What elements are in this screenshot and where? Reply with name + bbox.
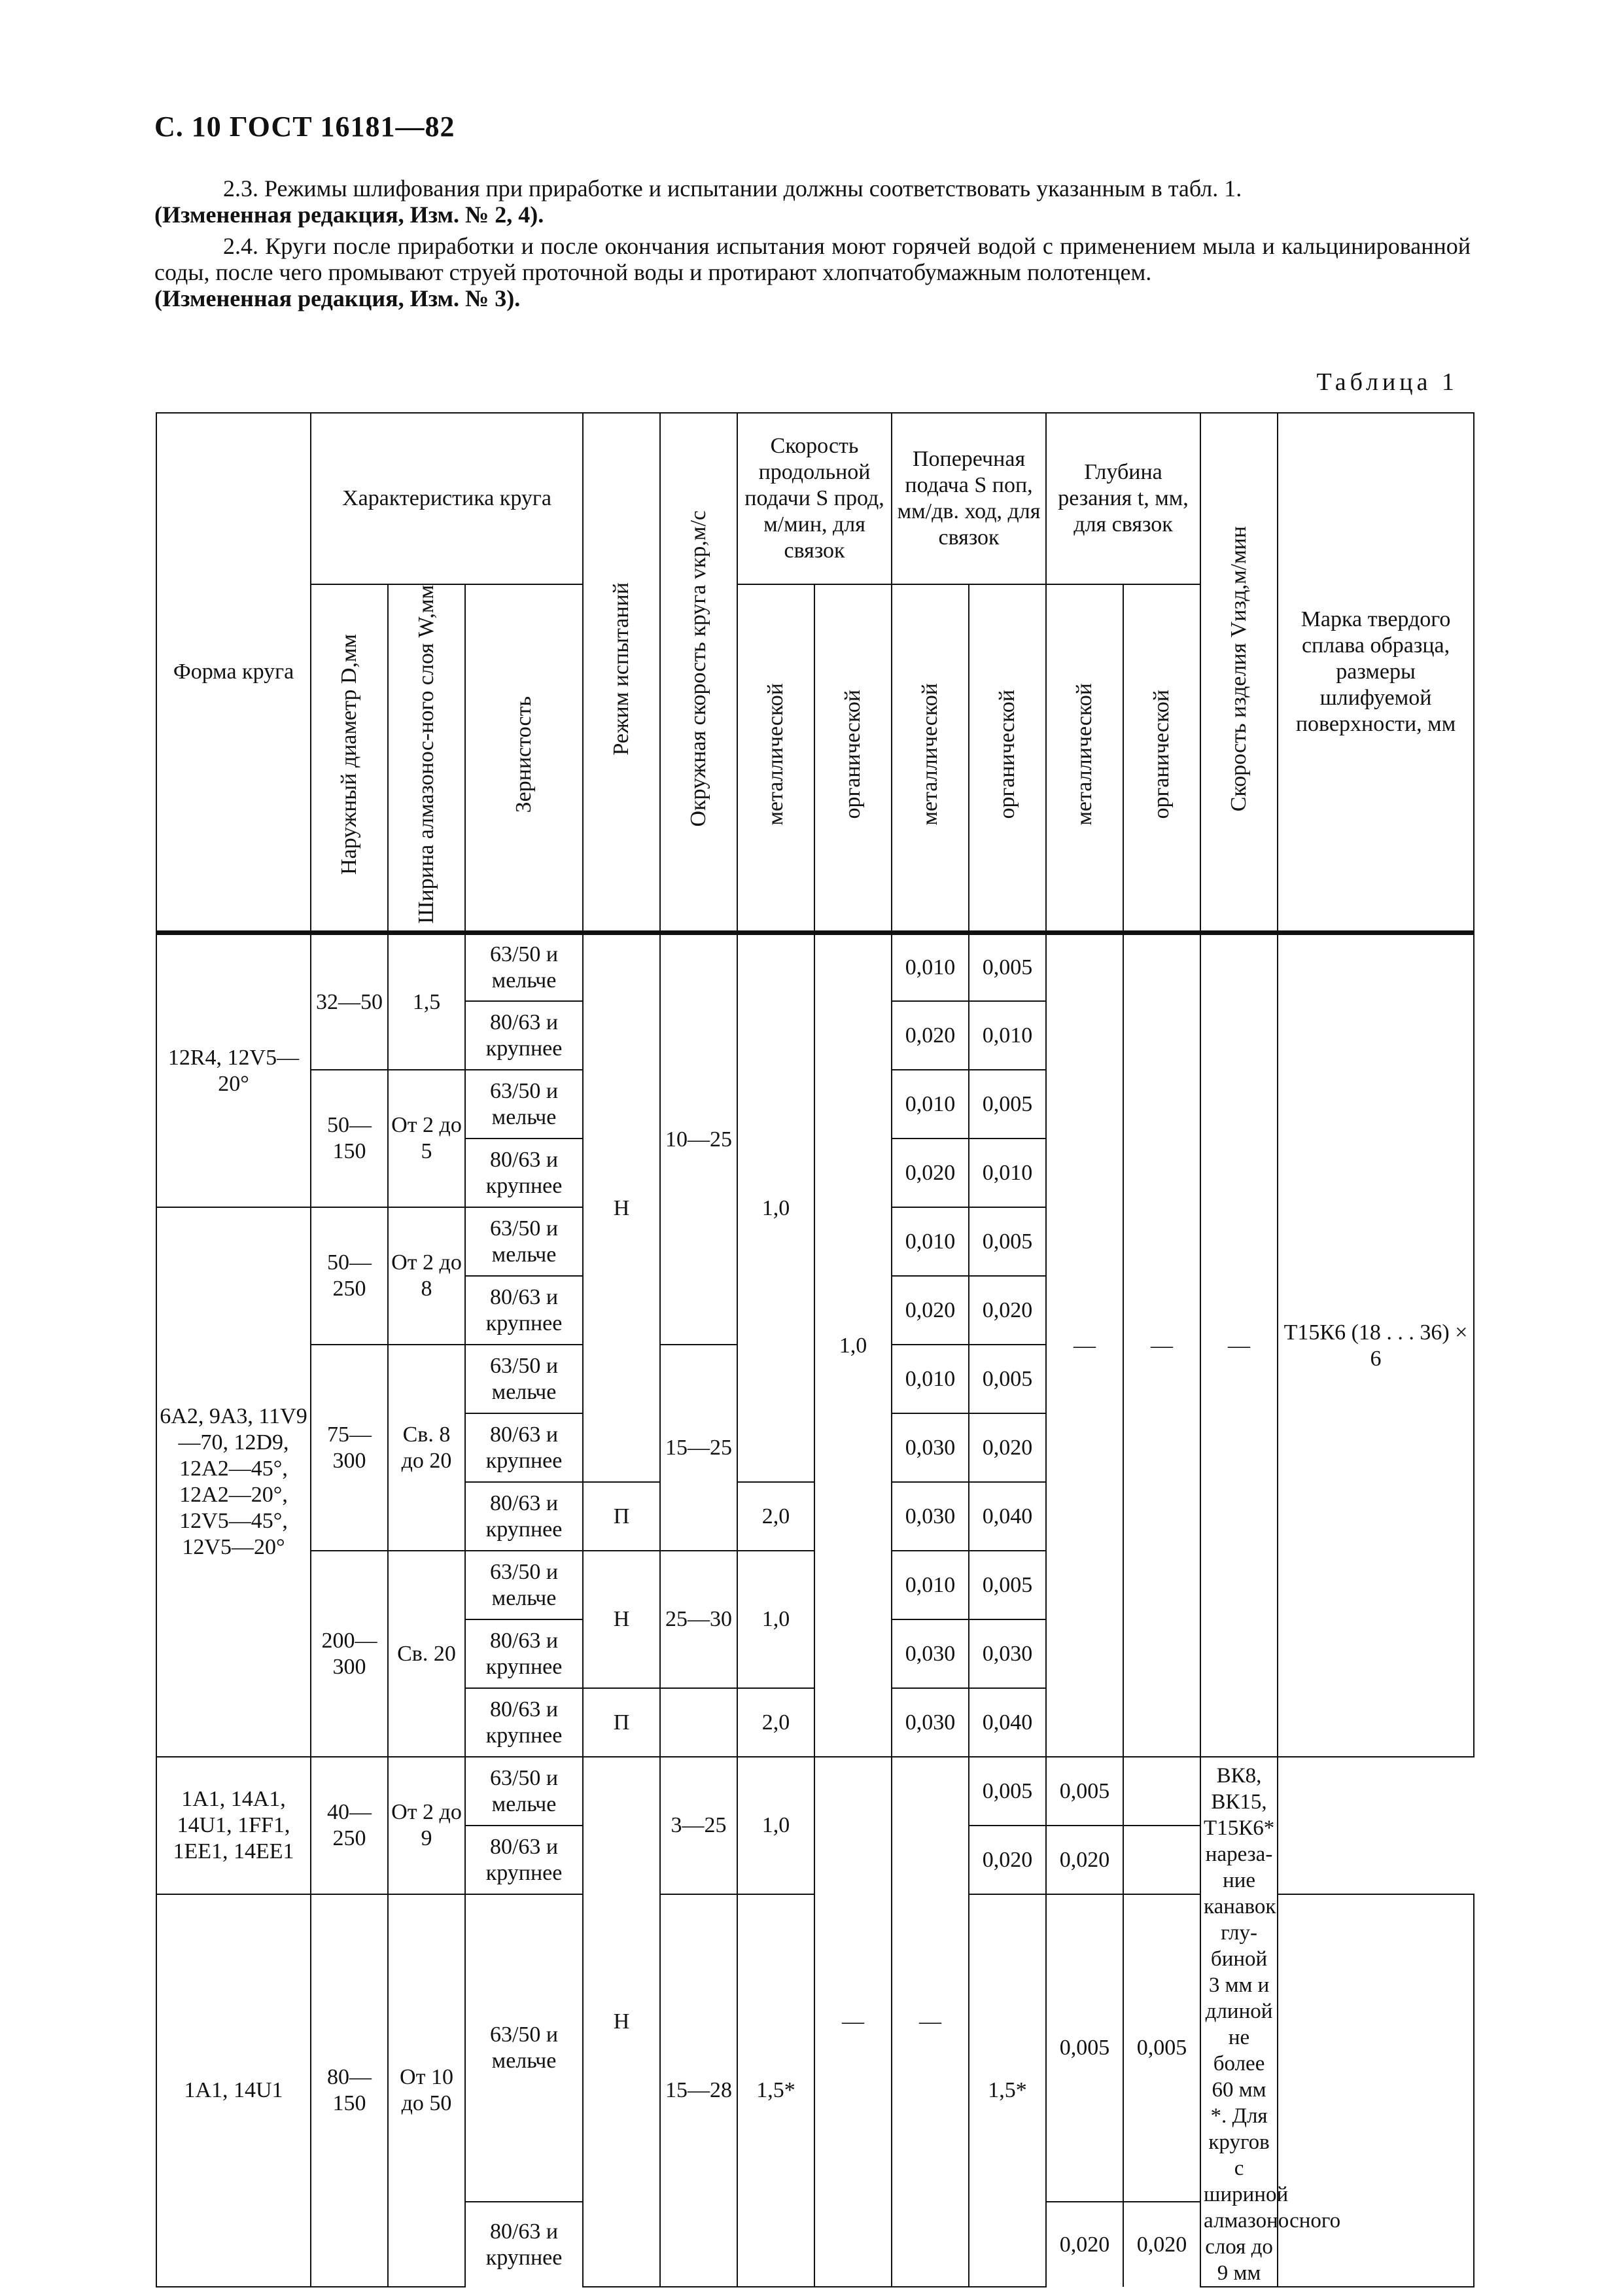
paragraph-2-3: 2.3. Режимы шлифования при приработке и испытании должны соответствовать указанным в табл. 1. (Измененная редакция, Изм. № 2, 4). [154, 175, 1242, 228]
layer-width: Св. 8 до 20 [388, 1345, 465, 1551]
part-speed [1123, 1826, 1200, 1894]
table-row [156, 1757, 1474, 1826]
cut-depth-organic: 0,020 [1046, 1826, 1123, 1894]
cross-feed-metal: 0,010 [892, 932, 969, 1001]
carbide-grade: ВК8, ВК15, Т15К6* нареза-ние канавок глу-биной 3 мм и длиной не более 60 мм *. Для кругов с шириной алмазоносного слоя до 9 мм [1200, 1757, 1278, 2287]
cross-feed-metal: 0,010 [892, 1070, 969, 1139]
cross-feed-organic: 0,040 [969, 1482, 1046, 1551]
cut-depth-metal: 0,005 [969, 1757, 1046, 1826]
cross-feed-metal: 0,030 [892, 1619, 969, 1688]
cross-feed-organic: — [892, 1757, 969, 2287]
header-mode: Режим испытаний [583, 413, 660, 932]
grain-size: 63/50 и мельче [465, 1894, 583, 2202]
cut-depth-metal: 0,020 [969, 1826, 1046, 1894]
cross-feed-organic: 0,005 [969, 1551, 1046, 1619]
paragraph-2-4: 2.4. Круги после приработки и после окончания испытания моют горячей водой с применением мыла и кальцинированной соды, после чего промывают струей проточной воды и протирают хлопчатобумажным полотенцем. (Измененная редакция, Изм. № 3). [154, 233, 1471, 311]
cross-feed-organic: 0,005 [969, 1070, 1046, 1139]
header-diameter: Наружный диаметр D,мм [311, 584, 388, 932]
header-organic-bond: органической [1123, 584, 1200, 932]
outer-diameter: 32—50 [311, 932, 388, 1070]
cross-feed-metal: 0,010 [892, 1345, 969, 1413]
cross-feed-metal: 0,010 [892, 1551, 969, 1619]
header-metal-bond: металлической [737, 584, 814, 932]
outer-diameter: 75—300 [311, 1345, 388, 1551]
layer-width: От 2 до 8 [388, 1207, 465, 1345]
cross-feed-organic: 0,030 [969, 1619, 1046, 1688]
wheel-speed: 3—25 [660, 1757, 737, 1894]
cross-feed-metal: 0,020 [892, 1276, 969, 1345]
grain-size: 80/63 и крупнее [465, 1482, 583, 1551]
grain-size: 80/63 и крупнее [465, 1619, 583, 1688]
header-organic-bond: органической [969, 584, 1046, 932]
test-mode: Н [583, 932, 660, 1482]
header-grade: Марка твердого сплава образца, размеры шлифуемой поверхности, мм [1278, 413, 1474, 932]
cross-feed-organic: 0,040 [969, 1688, 1046, 1757]
outer-diameter: 80—150 [311, 1894, 388, 2287]
longitudinal-feed-metal: 1,0 [737, 1551, 814, 1688]
cut-depth-organic: 0,020 [1123, 2202, 1200, 2287]
wheel-speed [660, 1688, 737, 1757]
cross-feed-organic: 0,020 [969, 1276, 1046, 1345]
amendment-note: (Измененная редакция, Изм. № 3). [154, 285, 521, 311]
grain-size: 63/50 и мельче [465, 1757, 583, 1826]
wheel-shape: 6A2, 9A3, 11V9—70, 12D9, 12A2—45°, 12A2—20°, 12V5—45°, 12V5—20° [156, 1207, 311, 1757]
cross-feed-metal: 0,020 [892, 1001, 969, 1070]
test-mode: П [583, 1482, 660, 1551]
grain-size: 63/50 и мельче [465, 1207, 583, 1276]
cut-depth-organic: 0,005 [1123, 1894, 1200, 2202]
layer-width: Св. 20 [388, 1551, 465, 1757]
cross-feed-metal: 0,030 [892, 1413, 969, 1482]
cut-depth-organic: — [1123, 932, 1200, 1757]
cross-feed-organic: 0,005 [969, 1345, 1046, 1413]
cross-feed-metal: — [814, 1757, 892, 2287]
grain-size: 80/63 и крупнее [465, 1826, 583, 1894]
cut-depth-metal: 0,020 [1046, 2202, 1123, 2287]
layer-width: 1,5 [388, 932, 465, 1070]
grinding-modes-table [156, 412, 1475, 2287]
header-wheel-speed: Окружная скорость круга vкр,м/с [660, 413, 737, 932]
layer-width: От 2 до 9 [388, 1757, 465, 1894]
cut-depth-metal: — [1046, 932, 1123, 1757]
wheel-speed: 15—28 [660, 1894, 737, 2287]
layer-width: От 2 до 5 [388, 1070, 465, 1207]
amendment-note: (Измененная редакция, Изм. № 2, 4). [154, 202, 544, 228]
test-mode: П [583, 1688, 660, 1757]
header-characteristics: Характеристика круга [311, 413, 583, 584]
header-organic-bond: органической [814, 584, 892, 932]
test-mode: Н [583, 1757, 660, 2287]
longitudinal-feed-organic: 1,5* [969, 1894, 1046, 2287]
cross-feed-metal: 0,030 [892, 1688, 969, 1757]
grain-size: 63/50 и мельче [465, 1345, 583, 1413]
cross-feed-organic: 0,010 [969, 1139, 1046, 1207]
longitudinal-feed-metal: 1,0 [737, 1757, 814, 1894]
wheel-shape: 1A1, 14U1 [156, 1894, 311, 2287]
grain-size: 80/63 и крупнее [465, 1001, 583, 1070]
longitudinal-feed-metal: 1,5* [737, 1894, 814, 2287]
header-metal-bond: металлической [892, 584, 969, 932]
part-speed: — [1200, 932, 1278, 1757]
longitudinal-feed-metal: 2,0 [737, 1482, 814, 1551]
header-cut-depth: Глубина резания t, мм, для связок [1046, 413, 1200, 584]
header-longitudinal-feed: Скорость продольной подачи S прод, м/мин, для связок [737, 413, 892, 584]
cross-feed-organic: 0,020 [969, 1413, 1046, 1482]
grain-size: 63/50 и мельче [465, 1070, 583, 1139]
grain-size: 80/63 и крупнее [465, 1688, 583, 1757]
wheel-speed: 10—25 [660, 932, 737, 1345]
header-cross-feed: Поперечная подача S поп, мм/дв. ход, для связок [892, 413, 1046, 584]
header-metal-bond: металлической [1046, 584, 1123, 932]
cross-feed-organic: 0,005 [969, 932, 1046, 1001]
table-caption: Таблица 1 [1316, 368, 1458, 396]
cross-feed-metal: 0,010 [892, 1207, 969, 1276]
cut-depth-metal: 0,005 [1046, 1894, 1123, 2202]
part-speed [1123, 1757, 1200, 1826]
page-header: С. 10 ГОСТ 16181—82 [154, 111, 455, 143]
layer-width: От 10 до 50 [388, 1894, 465, 2287]
grain-size: 63/50 и мельче [465, 1551, 583, 1619]
wheel-shape: 1A1, 14A1, 14U1, 1FF1, 1EE1, 14EE1 [156, 1757, 311, 1894]
header-part-speed: Скорость изделия Vизд,м/мин [1200, 413, 1278, 932]
longitudinal-feed-metal: 1,0 [737, 932, 814, 1482]
cross-feed-metal: 0,030 [892, 1482, 969, 1551]
grain-size: 80/63 и крупнее [465, 1139, 583, 1207]
longitudinal-feed-organic: 1,0 [814, 932, 892, 1757]
table-row [156, 932, 1474, 1001]
grain-size: 80/63 и крупнее [465, 2202, 583, 2287]
outer-diameter: 40—250 [311, 1757, 388, 1894]
wheel-speed: 25—30 [660, 1551, 737, 1688]
wheel-shape: 12R4, 12V5—20° [156, 932, 311, 1207]
longitudinal-feed-metal: 2,0 [737, 1688, 814, 1757]
grain-size: 80/63 и крупнее [465, 1276, 583, 1345]
cross-feed-organic: 0,010 [969, 1001, 1046, 1070]
header-layer-width: Ширина алмазонос-ного слоя W,мм [388, 584, 465, 932]
cross-feed-metal: 0,020 [892, 1139, 969, 1207]
cut-depth-organic: 0,005 [1046, 1757, 1123, 1826]
grain-size: 80/63 и крупнее [465, 1413, 583, 1482]
test-mode: Н [583, 1551, 660, 1688]
outer-diameter: 50—150 [311, 1070, 388, 1207]
carbide-grade: Т15К6 (18 . . . 36) × 6 [1278, 932, 1474, 1757]
cross-feed-organic: 0,005 [969, 1207, 1046, 1276]
grain-size: 63/50 и мельче [465, 932, 583, 1001]
header-shape: Форма круга [156, 413, 311, 932]
outer-diameter: 50—250 [311, 1207, 388, 1345]
outer-diameter: 200—300 [311, 1551, 388, 1757]
header-grain: Зернистость [465, 584, 583, 932]
wheel-speed: 15—25 [660, 1345, 737, 1551]
